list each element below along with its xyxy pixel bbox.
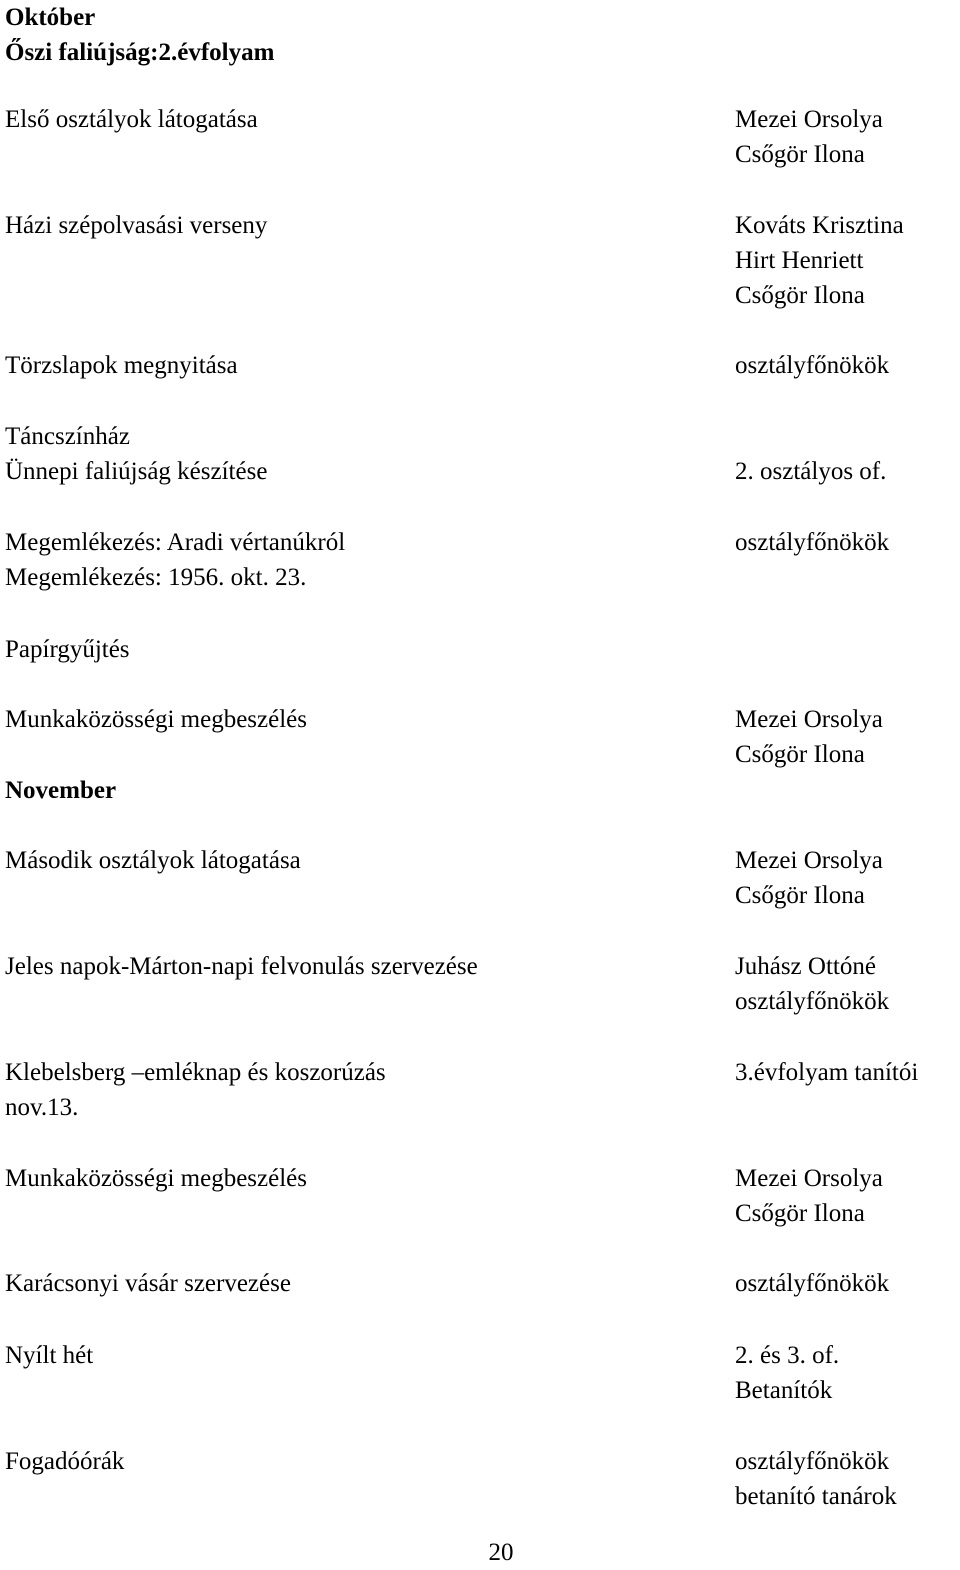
- activity-martin-day: Jeles napok-Márton-napi felvonulás szervezése: [5, 953, 478, 980]
- responsible-klebelsberg-day: 3.évfolyam tanítói: [735, 1059, 919, 1086]
- responsible-commemorations: osztályfőnökök: [735, 529, 890, 556]
- responsible-dance-theatre: 2. osztályos of.: [735, 458, 887, 485]
- responsible-team-meeting-october: Mezei Orsolya Csőgör Ilona: [735, 706, 883, 768]
- responsible-first-class-visit: Mezei Orsolya Csőgör Ilona: [735, 106, 883, 168]
- month-heading-october: Október: [5, 4, 96, 31]
- responsible-reading-contest: Kováts Krisztina Hirt Henriett Csőgör Ilona: [735, 212, 904, 309]
- activity-first-class-visit: Első osztályok látogatása: [5, 106, 258, 133]
- page-subtitle: Őszi faliújság:2.évfolyam: [5, 39, 275, 66]
- activity-paper-collection: Papírgyűjtés: [5, 636, 130, 663]
- responsible-second-class-visit: Mezei Orsolya Csőgör Ilona: [735, 847, 883, 909]
- activity-team-meeting-october: Munkaközösségi megbeszélés: [5, 706, 308, 733]
- activity-second-class-visit: Második osztályok látogatása: [5, 847, 301, 874]
- activity-christmas-fair: Karácsonyi vásár szervezése: [5, 1270, 291, 1297]
- page-number: 20: [488, 1539, 514, 1566]
- responsible-open-week: 2. és 3. of. Betanítók: [735, 1342, 840, 1404]
- activity-team-meeting-november: Munkaközösségi megbeszélés: [5, 1165, 308, 1192]
- activity-office-hours: Fogadóórák: [5, 1448, 125, 1475]
- month-heading-november: November: [5, 777, 117, 804]
- responsible-martin-day: Juhász Ottóné osztályfőnökök: [735, 953, 890, 1015]
- activity-reading-contest: Házi szépolvasási verseny: [5, 212, 268, 239]
- responsible-team-meeting-november: Mezei Orsolya Csőgör Ilona: [735, 1165, 883, 1227]
- activity-klebelsberg-day: Klebelsberg –emléknap és koszorúzás nov.13.: [5, 1059, 386, 1121]
- responsible-office-hours: osztályfőnökök betanító tanárok: [735, 1448, 897, 1510]
- responsible-register-opening: osztályfőnökök: [735, 352, 890, 379]
- activity-open-week: Nyílt hét: [5, 1342, 94, 1369]
- activity-commemorations: Megemlékezés: Aradi vértanúkról Megemlékezés: 1956. okt. 23.: [5, 529, 346, 591]
- activity-register-opening: Törzslapok megnyitása: [5, 352, 238, 379]
- responsible-christmas-fair: osztályfőnökök: [735, 1270, 890, 1297]
- activity-dance-theatre: Táncszínház Ünnepi faliújság készítése: [5, 423, 268, 485]
